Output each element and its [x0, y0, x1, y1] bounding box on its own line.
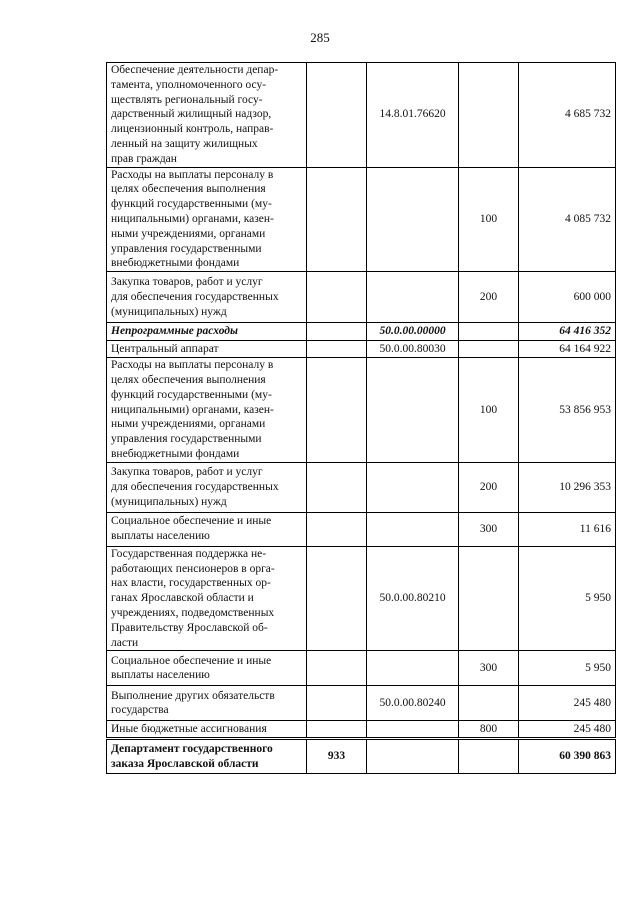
row-name-cell — [107, 546, 307, 651]
row-name: Непрограммные расходы — [111, 325, 238, 338]
table-row — [107, 721, 616, 739]
row-dept-cell — [307, 686, 367, 721]
row-code-cell — [367, 512, 459, 546]
row-dept-cell — [307, 323, 367, 341]
table-row — [107, 167, 616, 272]
row-code-cell: 50.0.00.80210 — [367, 546, 459, 651]
row-dept-cell — [307, 272, 367, 323]
row-name: Социальное обеспечение и иные выплаты населению — [111, 654, 272, 682]
row-name: Расходы на выплаты персоналу в целях обеспечения выполнения функций государственными (му- ниципальными) органами, казен- ными учреждениями, органами управления государственными внебюджетными фондами — [111, 168, 274, 270]
row-amount-cell: 600 000 — [519, 272, 616, 323]
table-row — [107, 63, 616, 168]
row-name: Государственная поддержка не- работающих пенсионеров в орга- нах власти, государственных ор- ганах Ярославской области и учреждениях, подведомственных Правительству Ярославской об- ласти — [111, 547, 275, 649]
row-name-cell — [107, 512, 307, 546]
row-type-cell — [459, 739, 519, 774]
row-name-cell — [107, 272, 307, 323]
row-name-cell — [107, 739, 307, 774]
row-code-cell — [367, 739, 459, 774]
table-row — [107, 512, 616, 546]
row-name: Иные бюджетные ассигнования — [111, 722, 267, 735]
row-type-cell — [459, 341, 519, 358]
row-dept-cell — [307, 721, 367, 739]
table-row — [107, 686, 616, 721]
page-number: 285 — [310, 30, 330, 45]
table-row — [107, 546, 616, 651]
row-name-cell — [107, 63, 307, 168]
row-amount-cell: 53 856 953 — [519, 358, 616, 463]
row-code-cell: 14.8.01.76620 — [367, 63, 459, 168]
row-type-cell — [459, 546, 519, 651]
row-name-cell — [107, 686, 307, 721]
table-row — [107, 341, 616, 358]
table-row — [107, 651, 616, 686]
row-name: Департамент государственного заказа Ярославской области — [111, 743, 273, 770]
row-name-cell — [107, 167, 307, 272]
row-amount-cell: 5 950 — [519, 546, 616, 651]
row-code-cell — [367, 272, 459, 323]
row-dept-cell — [307, 651, 367, 686]
row-name: Социальное обеспечение и иные выплаты населению — [111, 515, 272, 543]
row-code-cell: 50.0.00.80030 — [367, 341, 459, 358]
table-row — [107, 358, 616, 463]
row-code-cell — [367, 358, 459, 463]
row-amount-cell: 64 416 352 — [519, 323, 616, 341]
row-name: Обеспечение деятельности депар- тамента, уполномоченного осу- ществлять региональный госу- дарственный жилищный надзор, лицензионный контроль, направ- ленный на защиту жилищных прав граждан — [111, 64, 279, 165]
row-dept-cell — [307, 167, 367, 272]
row-name: Расходы на выплаты персоналу в целях обеспечения выполнения функций государственными (му- ниципальными) органами, казен- ными учреждениями, органами управления государственными внебюджетными фондами — [111, 359, 274, 460]
row-name-cell — [107, 651, 307, 686]
row-dept-cell — [307, 462, 367, 512]
row-code-cell — [367, 167, 459, 272]
row-type-cell: 100 — [459, 167, 519, 272]
row-amount-cell: 4 085 732 — [519, 167, 616, 272]
row-type-cell: 300 — [459, 512, 519, 546]
table-row — [107, 323, 616, 341]
row-type-cell: 200 — [459, 272, 519, 323]
row-name-cell — [107, 341, 307, 358]
row-code-cell: 50.0.00.00000 — [367, 323, 459, 341]
row-dept-cell — [307, 546, 367, 651]
budget-table — [106, 62, 616, 774]
row-type-cell — [459, 63, 519, 168]
row-dept-cell — [307, 341, 367, 358]
row-code-cell — [367, 462, 459, 512]
row-dept-cell — [307, 358, 367, 463]
row-code-cell: 50.0.00.80240 — [367, 686, 459, 721]
row-code-cell — [367, 721, 459, 739]
row-amount-cell: 11 616 — [519, 512, 616, 546]
row-name: Центральный аппарат — [111, 342, 219, 355]
table-row — [107, 739, 616, 774]
row-name: Закупка товаров, работ и услуг для обеспечения государственных (муниципальных) нужд — [111, 466, 279, 508]
row-amount-cell: 64 164 922 — [519, 341, 616, 358]
table-row — [107, 462, 616, 512]
row-name-cell — [107, 462, 307, 512]
row-type-cell — [459, 323, 519, 341]
row-dept-cell: 933 — [307, 739, 367, 774]
row-amount-cell: 10 296 353 — [519, 462, 616, 512]
row-type-cell — [459, 686, 519, 721]
row-name-cell — [107, 323, 307, 341]
row-amount-cell: 4 685 732 — [519, 63, 616, 168]
row-dept-cell — [307, 63, 367, 168]
row-type-cell: 100 — [459, 358, 519, 463]
row-amount-cell: 245 480 — [519, 686, 616, 721]
row-amount-cell: 5 950 — [519, 651, 616, 686]
table-row — [107, 272, 616, 323]
row-code-cell — [367, 651, 459, 686]
row-name-cell — [107, 721, 307, 739]
row-name: Выполнение других обязательств государства — [111, 689, 275, 717]
row-dept-cell — [307, 512, 367, 546]
row-amount-cell: 60 390 863 — [519, 739, 616, 774]
row-type-cell: 200 — [459, 462, 519, 512]
row-type-cell: 800 — [459, 721, 519, 739]
row-name-cell — [107, 358, 307, 463]
row-amount-cell: 245 480 — [519, 721, 616, 739]
row-type-cell: 300 — [459, 651, 519, 686]
row-name: Закупка товаров, работ и услуг для обеспечения государственных (муниципальных) нужд — [111, 275, 279, 318]
